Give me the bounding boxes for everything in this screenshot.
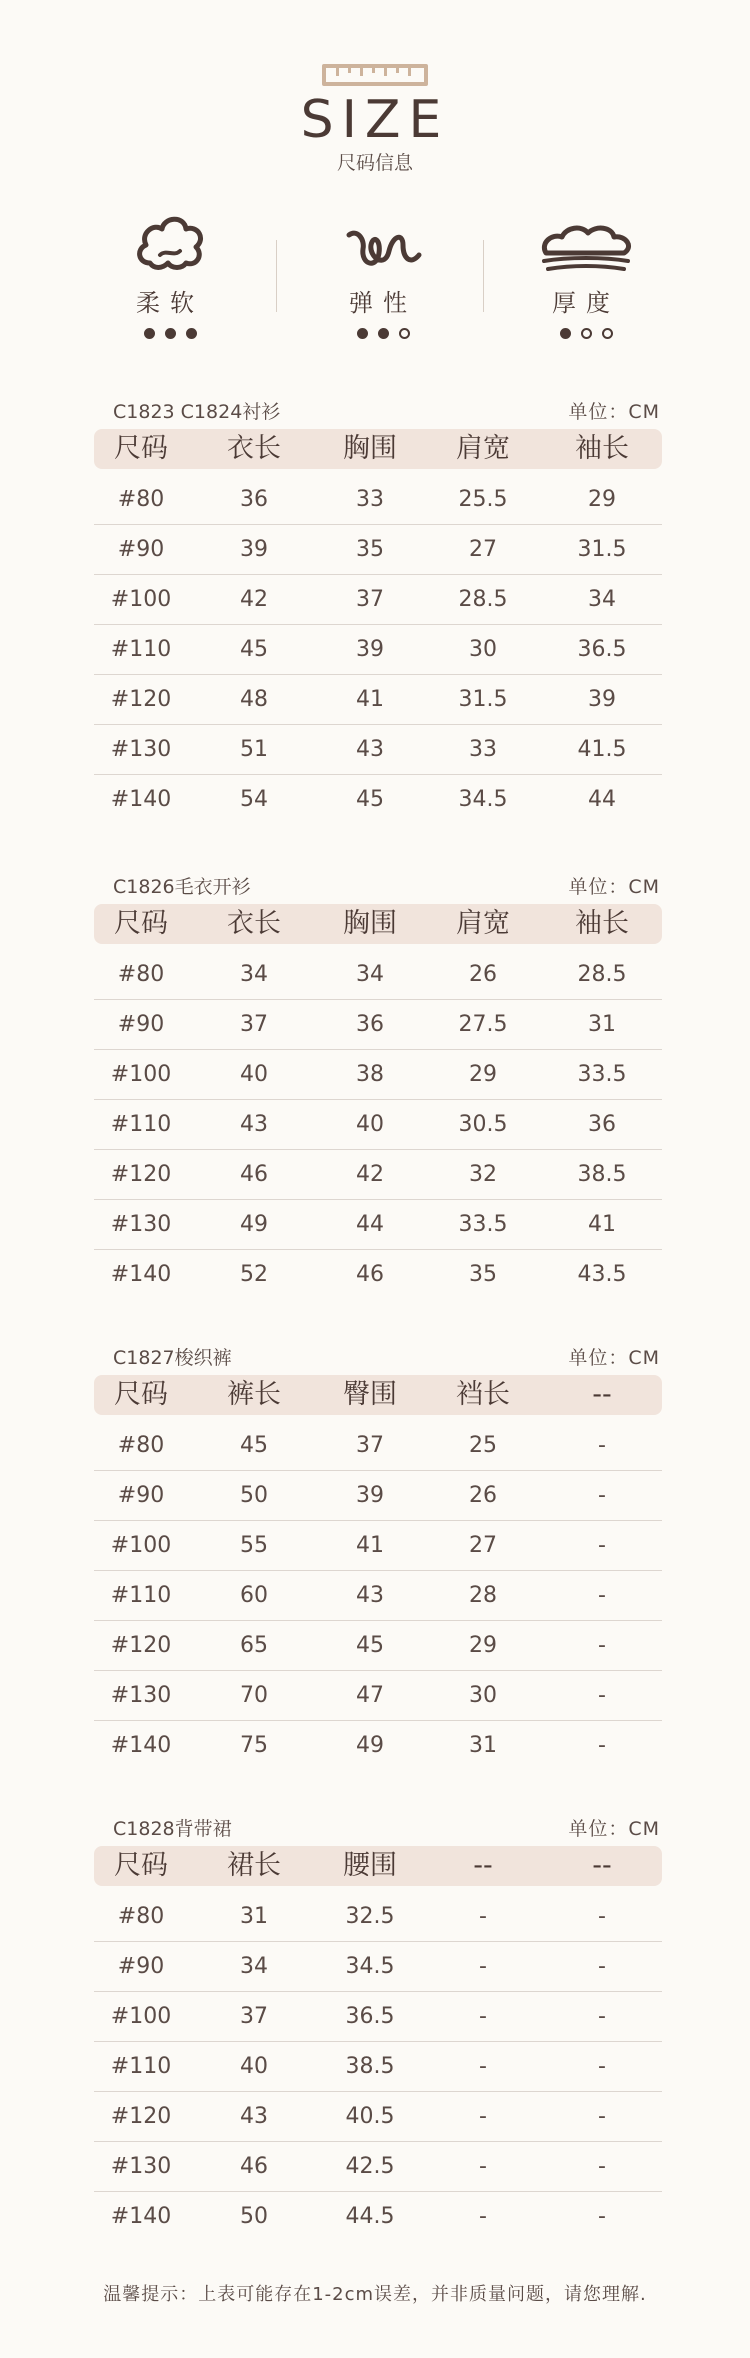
rating-dot-filled — [144, 328, 155, 339]
table-row — [94, 1942, 662, 1992]
table-cell: 37 — [240, 1012, 268, 1037]
table-cell: 39 — [356, 1483, 384, 1508]
table-cell: 35 — [469, 1262, 497, 1287]
table-cell: #110 — [110, 637, 172, 662]
table-cell: 34 — [240, 1954, 268, 1979]
table-cell: 44.5 — [345, 2204, 395, 2229]
divider — [276, 240, 277, 312]
table-cell: 45 — [240, 637, 268, 662]
table-cell: 51 — [240, 737, 268, 762]
table-cell: 32.5 — [345, 1904, 395, 1929]
table-cell: 37 — [356, 587, 384, 612]
table-row — [94, 475, 662, 525]
table-row — [94, 1250, 662, 1300]
table-cell: 33.5 — [458, 1212, 508, 1237]
table-cell: #100 — [110, 1533, 172, 1558]
table-row — [94, 1621, 662, 1671]
table-cell: - — [598, 1483, 606, 1508]
table-cell: 40 — [240, 1062, 268, 1087]
table-cell: #90 — [117, 1012, 165, 1037]
table-cell: #100 — [110, 1062, 172, 1087]
column-header: 臀围 — [343, 1379, 397, 1410]
table-unit: 单位：CM — [568, 1347, 660, 1369]
table-cell: 44 — [588, 787, 616, 812]
page-subtitle: 尺码信息 — [336, 152, 413, 174]
table-cell: 34.5 — [458, 787, 508, 812]
column-header: -- — [592, 1850, 612, 1881]
table-cell: #80 — [117, 487, 165, 512]
table-cell: 34 — [588, 587, 616, 612]
table-row — [94, 1721, 662, 1771]
feature-label: 弹性 — [349, 289, 417, 317]
table-cell: 31 — [588, 1012, 616, 1037]
feature-elasticity — [313, 205, 453, 339]
table-cell: #140 — [110, 787, 172, 812]
cloud-icon — [100, 205, 240, 275]
table-cell: 70 — [240, 1683, 268, 1708]
table-cell: 44 — [356, 1212, 384, 1237]
table-row — [94, 1200, 662, 1250]
size-table-cardigan — [0, 872, 750, 1302]
table-unit: 单位：CM — [568, 1818, 660, 1840]
table-row — [94, 2192, 662, 2242]
column-header: 裙长 — [227, 1850, 281, 1881]
table-title: C1828背带裙 — [113, 1818, 232, 1840]
table-cell: 27 — [469, 1533, 497, 1558]
table-cell: 25.5 — [458, 487, 508, 512]
table-cell: - — [598, 1533, 606, 1558]
table-cell: #140 — [110, 1262, 172, 1287]
table-cell: - — [598, 2204, 606, 2229]
column-header: 袖长 — [575, 433, 629, 464]
table-cell: 33.5 — [577, 1062, 627, 1087]
table-cell: - — [598, 2004, 606, 2029]
table-title: C1823 C1824衬衫 — [113, 401, 281, 423]
divider — [483, 240, 484, 312]
table-cell: 46 — [240, 1162, 268, 1187]
size-table-dress — [0, 1814, 750, 2244]
table-cell: 52 — [240, 1262, 268, 1287]
table-row — [94, 1050, 662, 1100]
rating-dots — [516, 328, 656, 339]
table-cell: 34 — [356, 962, 384, 987]
table-cell: 30 — [469, 637, 497, 662]
table-cell: 36.5 — [345, 2004, 395, 2029]
table-cell: 36 — [240, 487, 268, 512]
table-cell: 34.5 — [345, 1954, 395, 1979]
table-row — [94, 775, 662, 825]
table-cell: 45 — [356, 787, 384, 812]
table-cell: - — [479, 2104, 487, 2129]
table-row — [94, 1421, 662, 1471]
table-cell: #130 — [110, 2154, 172, 2179]
footnote: 温馨提示：上表可能存在1-2cm误差，并非质量问题，请您理解. — [103, 2284, 647, 2305]
table-cell: 42 — [356, 1162, 384, 1187]
table-row — [94, 725, 662, 775]
table-cell: - — [598, 1904, 606, 1929]
rating-dots — [100, 328, 240, 339]
table-cell: 29 — [469, 1633, 497, 1658]
table-cell: #110 — [110, 1112, 172, 1137]
size-table-pants — [0, 1343, 750, 1773]
table-cell: 40 — [240, 2054, 268, 2079]
table-cell: 38.5 — [577, 1162, 627, 1187]
table-row — [94, 2142, 662, 2192]
column-header: 尺码 — [114, 1850, 168, 1881]
table-unit: 单位：CM — [568, 876, 660, 898]
table-cell: 25 — [469, 1433, 497, 1458]
table-row — [94, 1892, 662, 1942]
table-row — [94, 525, 662, 575]
table-cell: 30 — [469, 1683, 497, 1708]
table-cell: 50 — [240, 1483, 268, 1508]
table-cell: 33 — [356, 487, 384, 512]
rating-dot-empty — [399, 328, 410, 339]
table-cell: - — [479, 2054, 487, 2079]
table-cell: #130 — [110, 737, 172, 762]
feature-label: 柔软 — [136, 289, 204, 317]
column-header: 裤长 — [227, 1379, 281, 1410]
rating-dot-empty — [581, 328, 592, 339]
table-header — [94, 1846, 662, 1886]
table-row — [94, 2042, 662, 2092]
table-cell: 46 — [240, 2154, 268, 2179]
table-row — [94, 1571, 662, 1621]
feature-softness — [100, 205, 240, 339]
table-header — [94, 904, 662, 944]
table-cell: 33 — [469, 737, 497, 762]
table-cell: #140 — [110, 1733, 172, 1758]
table-row — [94, 2092, 662, 2142]
table-cell: #80 — [117, 1433, 165, 1458]
table-cell: 43 — [240, 2104, 268, 2129]
column-header: 肩宽 — [456, 433, 510, 464]
table-unit: 单位：CM — [568, 401, 660, 423]
column-header: 尺码 — [114, 433, 168, 464]
table-cell: 28.5 — [458, 587, 508, 612]
table-row — [94, 1150, 662, 1200]
table-cell: 34 — [240, 962, 268, 987]
table-row — [94, 675, 662, 725]
table-cell: 41 — [588, 1212, 616, 1237]
column-header: 尺码 — [114, 908, 168, 939]
table-cell: 49 — [356, 1733, 384, 1758]
table-cell: 43 — [356, 1583, 384, 1608]
feature-thickness — [516, 205, 656, 339]
table-cell: 47 — [356, 1683, 384, 1708]
table-row — [94, 950, 662, 1000]
rating-dots — [313, 328, 453, 339]
table-cell: 48 — [240, 687, 268, 712]
table-cell: 28.5 — [577, 962, 627, 987]
table-cell: 41 — [356, 687, 384, 712]
table-cell: 27 — [469, 537, 497, 562]
table-cell: - — [598, 1583, 606, 1608]
table-cell: - — [479, 1904, 487, 1929]
table-cell: 40.5 — [345, 2104, 395, 2129]
table-cell: 29 — [588, 487, 616, 512]
table-cell: 31 — [469, 1733, 497, 1758]
table-cell: - — [479, 2204, 487, 2229]
spring-icon — [313, 205, 453, 275]
table-cell: 42 — [240, 587, 268, 612]
table-cell: #80 — [117, 962, 165, 987]
column-header: 腰围 — [343, 1850, 397, 1881]
table-cell: 31.5 — [458, 687, 508, 712]
table-cell: - — [598, 1633, 606, 1658]
table-cell: 40 — [356, 1112, 384, 1137]
table-cell: 31 — [240, 1904, 268, 1929]
table-cell: 43 — [240, 1112, 268, 1137]
table-cell: #110 — [110, 1583, 172, 1608]
table-row — [94, 1471, 662, 1521]
table-cell: 29 — [469, 1062, 497, 1087]
rating-dot-filled — [357, 328, 368, 339]
table-cell: - — [479, 1954, 487, 1979]
rating-dot-filled — [165, 328, 176, 339]
table-cell: #120 — [110, 1162, 172, 1187]
table-cell: 46 — [356, 1262, 384, 1287]
table-cell: 32 — [469, 1162, 497, 1187]
column-header: -- — [592, 1379, 612, 1410]
table-cell: - — [598, 1954, 606, 1979]
table-row — [94, 1100, 662, 1150]
column-header: 衣长 — [227, 433, 281, 464]
table-cell: 36.5 — [577, 637, 627, 662]
table-row — [94, 1671, 662, 1721]
table-cell: #90 — [117, 1954, 165, 1979]
column-header: -- — [473, 1850, 493, 1881]
page-title: SIZE — [300, 90, 450, 150]
table-row — [94, 1521, 662, 1571]
table-cell: 43 — [356, 737, 384, 762]
table-cell: 39 — [588, 687, 616, 712]
feature-label: 厚度 — [552, 289, 620, 317]
table-cell: #80 — [117, 1904, 165, 1929]
table-row — [94, 575, 662, 625]
table-title: C1826毛衣开衫 — [113, 876, 251, 898]
table-cell: 60 — [240, 1583, 268, 1608]
table-cell: 54 — [240, 787, 268, 812]
rating-dot-empty — [602, 328, 613, 339]
table-cell: #120 — [110, 687, 172, 712]
table-cell: #110 — [110, 2054, 172, 2079]
table-cell: - — [598, 2104, 606, 2129]
table-cell: #100 — [110, 2004, 172, 2029]
table-cell: - — [479, 2004, 487, 2029]
table-header — [94, 429, 662, 469]
table-header — [94, 1375, 662, 1415]
table-cell: 55 — [240, 1533, 268, 1558]
table-cell: #140 — [110, 2204, 172, 2229]
rating-dot-filled — [378, 328, 389, 339]
table-cell: #120 — [110, 2104, 172, 2129]
layers-icon — [516, 205, 656, 275]
rating-dot-filled — [186, 328, 197, 339]
table-cell: 49 — [240, 1212, 268, 1237]
table-cell: 45 — [356, 1633, 384, 1658]
table-cell: - — [598, 2054, 606, 2079]
table-cell: 65 — [240, 1633, 268, 1658]
table-row — [94, 625, 662, 675]
table-cell: - — [598, 1683, 606, 1708]
table-cell: 26 — [469, 1483, 497, 1508]
table-cell: 43.5 — [577, 1262, 627, 1287]
table-cell: #130 — [110, 1683, 172, 1708]
column-header: 衣长 — [227, 908, 281, 939]
rating-dot-filled — [560, 328, 571, 339]
table-title: C1827梭织裤 — [113, 1347, 232, 1369]
table-cell: 41 — [356, 1533, 384, 1558]
table-cell: #90 — [117, 1483, 165, 1508]
table-cell: 37 — [240, 2004, 268, 2029]
table-cell: #130 — [110, 1212, 172, 1237]
size-table-shirt — [0, 397, 750, 827]
table-cell: 39 — [240, 537, 268, 562]
table-cell: #120 — [110, 1633, 172, 1658]
column-header: 肩宽 — [456, 908, 510, 939]
table-cell: 41.5 — [577, 737, 627, 762]
column-header: 胸围 — [343, 433, 397, 464]
table-cell: 26 — [469, 962, 497, 987]
table-cell: - — [598, 1433, 606, 1458]
table-cell: 27.5 — [458, 1012, 508, 1037]
table-cell: 36 — [588, 1112, 616, 1137]
table-cell: 30.5 — [458, 1112, 508, 1137]
table-cell: #100 — [110, 587, 172, 612]
table-cell: 75 — [240, 1733, 268, 1758]
table-cell: #90 — [117, 537, 165, 562]
table-row — [94, 1992, 662, 2042]
column-header: 裆长 — [456, 1379, 510, 1410]
table-row — [94, 1000, 662, 1050]
ruler-icon — [322, 64, 428, 86]
table-cell: 38 — [356, 1062, 384, 1087]
table-cell: 38.5 — [345, 2054, 395, 2079]
table-cell: 28 — [469, 1583, 497, 1608]
table-cell: - — [479, 2154, 487, 2179]
table-cell: 35 — [356, 537, 384, 562]
table-cell: 42.5 — [345, 2154, 395, 2179]
table-cell: 39 — [356, 637, 384, 662]
table-cell: 31.5 — [577, 537, 627, 562]
column-header: 袖长 — [575, 908, 629, 939]
page-header — [0, 0, 750, 190]
table-cell: 36 — [356, 1012, 384, 1037]
column-header: 胸围 — [343, 908, 397, 939]
table-cell: 50 — [240, 2204, 268, 2229]
table-cell: 45 — [240, 1433, 268, 1458]
column-header: 尺码 — [114, 1379, 168, 1410]
table-cell: - — [598, 2154, 606, 2179]
table-cell: 37 — [356, 1433, 384, 1458]
table-cell: - — [598, 1733, 606, 1758]
